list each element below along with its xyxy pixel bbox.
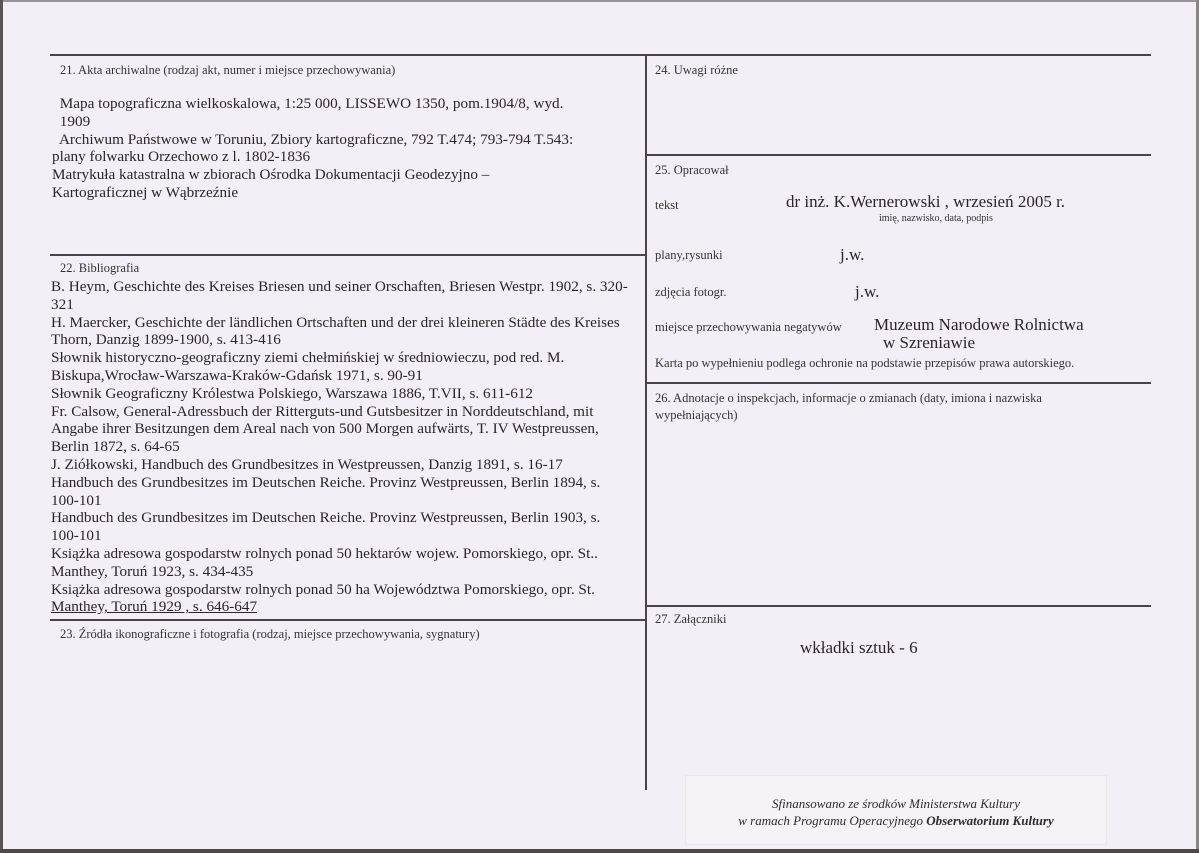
bibliography-line: Manthey, Toruń 1923, s. 434-435 (51, 562, 254, 580)
bibliography-line: Angabe ihrer Besitzungen dem Areal nach von 500 Morgen aufwärts, T. IV Westpreussen, (51, 420, 599, 438)
bibliography-line: J. Ziółkowski, Handbuch des Grundbesitzes in Westpreussen, Danzig 1891, s. 16-17 (51, 455, 563, 473)
page-edge-top (0, 0, 1199, 2)
funding-line-2 (686, 813, 1106, 829)
section-21-content (52, 95, 646, 202)
page-edge-left (0, 0, 3, 853)
section-26-title: 26. Adnotacje o inspekcjach, informacje o zmianach (daty, imiona i nazwiska (655, 391, 1042, 405)
section-22-bibliography (51, 278, 643, 616)
bibliography-line: Thorn, Danzig 1899-1900, s. 413-416 (51, 331, 281, 349)
negatives-storage-value-line2: w Szreniawie (883, 333, 976, 352)
funding-program-text: w ramach Programu Operacyjnego (738, 813, 927, 828)
section-27-title: 27. Załączniki (655, 612, 727, 626)
section-22-title: 22. Bibliografia (60, 261, 140, 275)
funding-line-1 (686, 796, 1106, 812)
archive-line: Mapa topograficzna wielkoskalowa, 1:25 000, LISSEWO 1350, pom.1904/8, wyd. (56, 95, 564, 112)
bibliography-line: 321 (51, 295, 74, 313)
bibliography-line: Manthey, Toruń 1929 , s. 646-647 (51, 598, 258, 616)
bibliography-line: B. Heym, Geschichte des Kreises Briesen und seiner Orschaften, Briesen Westpr. 1902, s. 320- (51, 278, 628, 295)
divider-25-26 (646, 382, 1151, 384)
bibliography-line: Biskupa,Wrocław-Warszawa-Kraków-Gdańsk 1971, s. 90-91 (51, 366, 423, 384)
funding-footer (685, 775, 1107, 845)
bibliography-line: H. Maercker, Geschichte der ländlichen Ortschaften und der drei kleineren Städte des Kreises (51, 313, 620, 331)
bibliography-line: Handbuch des Grundbesitzes im Deutschen Reiche. Provinz Westpreussen, Berlin 1903, s. (51, 509, 601, 527)
archive-line: 1909 (56, 112, 91, 130)
photos-value: j.w. (855, 282, 880, 301)
text-author-hint: imię, nazwisko, data, podpis (879, 213, 993, 224)
bibliography-line: Słownik Geograficzny Królestwa Polskiego, Warszawa 1886, T.VII, s. 611-612 (51, 384, 534, 402)
bibliography-line: Książka adresowa gospodarstw rolnych ponad 50 hektarów wojew. Pomorskiego, opr. St.. (51, 544, 598, 562)
page-edge-bottom (0, 849, 1199, 853)
funding-text: Sfinansowano ze środków Ministerstwa Kultury (772, 796, 1020, 811)
archive-line: Kartograficznej w Wąbrzeźnie (52, 183, 239, 201)
section-24-title: 24. Uwagi różne (655, 63, 738, 77)
text-author-value: dr inż. K.Wernerowski , wrzesień 2005 r. (786, 192, 1066, 211)
section-26-title-line2: wypełniających) (655, 408, 738, 422)
negatives-storage-label: miejsce przechowywania negatywów (655, 320, 842, 334)
bibliography-line: Książka adresowa gospodarstw rolnych ponad 50 ha Województwa Pomorskiego, opr. St. (51, 580, 595, 598)
bibliography-line: Słownik historyczno-geograficzny ziemi chełmińskiej w średniowieczu, pod red. M. (51, 349, 565, 367)
negatives-storage-value: Muzeum Narodowe Rolnictwa (874, 315, 1084, 334)
bibliography-line: Fr. Calsow, General-Adressbuch der Ritterguts-und Gutsbesitzer in Norddeutschland, mit (51, 402, 594, 420)
bibliography-line: 100-101 (51, 527, 102, 545)
section-23-title: 23. Źródła ikonograficzne i fotografia (rodzaj, miejsce przechowywania, sygnatury) (60, 627, 480, 641)
bibliography-line: Berlin 1872, s. 64-65 (51, 438, 180, 456)
divider-26-27 (646, 605, 1151, 607)
divider-24-25 (646, 154, 1151, 156)
photos-label: zdjęcia fotogr. (655, 285, 727, 299)
section-25-title: 25. Opracował (655, 163, 729, 177)
form-top-rule (50, 54, 1151, 56)
bibliography-line: Handbuch des Grundbesitzes im Deutschen Reiche. Provinz Westpreussen, Berlin 1894, s. (51, 473, 601, 491)
section-21-title: 21. Akta archiwalne (rodzaj akt, numer i miejsce przechowywania) (60, 63, 396, 77)
divider-22-23 (50, 619, 646, 621)
funding-program-name: Obserwatorium Kultury (926, 813, 1054, 828)
attachments-value: wkładki sztuk - 6 (800, 638, 918, 657)
archive-line: Matrykuła katastralna w zbiorach Ośrodka Dokumentacji Geodezyjno – (52, 166, 490, 184)
bibliography-line: 100-101 (51, 491, 102, 509)
copyright-note: Karta po wypełnieniu podlega ochronie na podstawie przepisów prawa autorskiego. (655, 356, 1075, 370)
archive-line: plany folwarku Orzechowo z l. 1802-1836 (52, 148, 311, 166)
plans-drawings-value: j.w. (840, 245, 865, 264)
plans-drawings-label: plany,rysunki (655, 248, 723, 262)
archive-line: Archiwum Państwowe w Toruniu, Zbiory kartograficzne, 792 T.474; 793-794 T.543: (56, 130, 574, 148)
text-author-label: tekst (655, 198, 679, 212)
divider-21-22 (50, 254, 646, 256)
